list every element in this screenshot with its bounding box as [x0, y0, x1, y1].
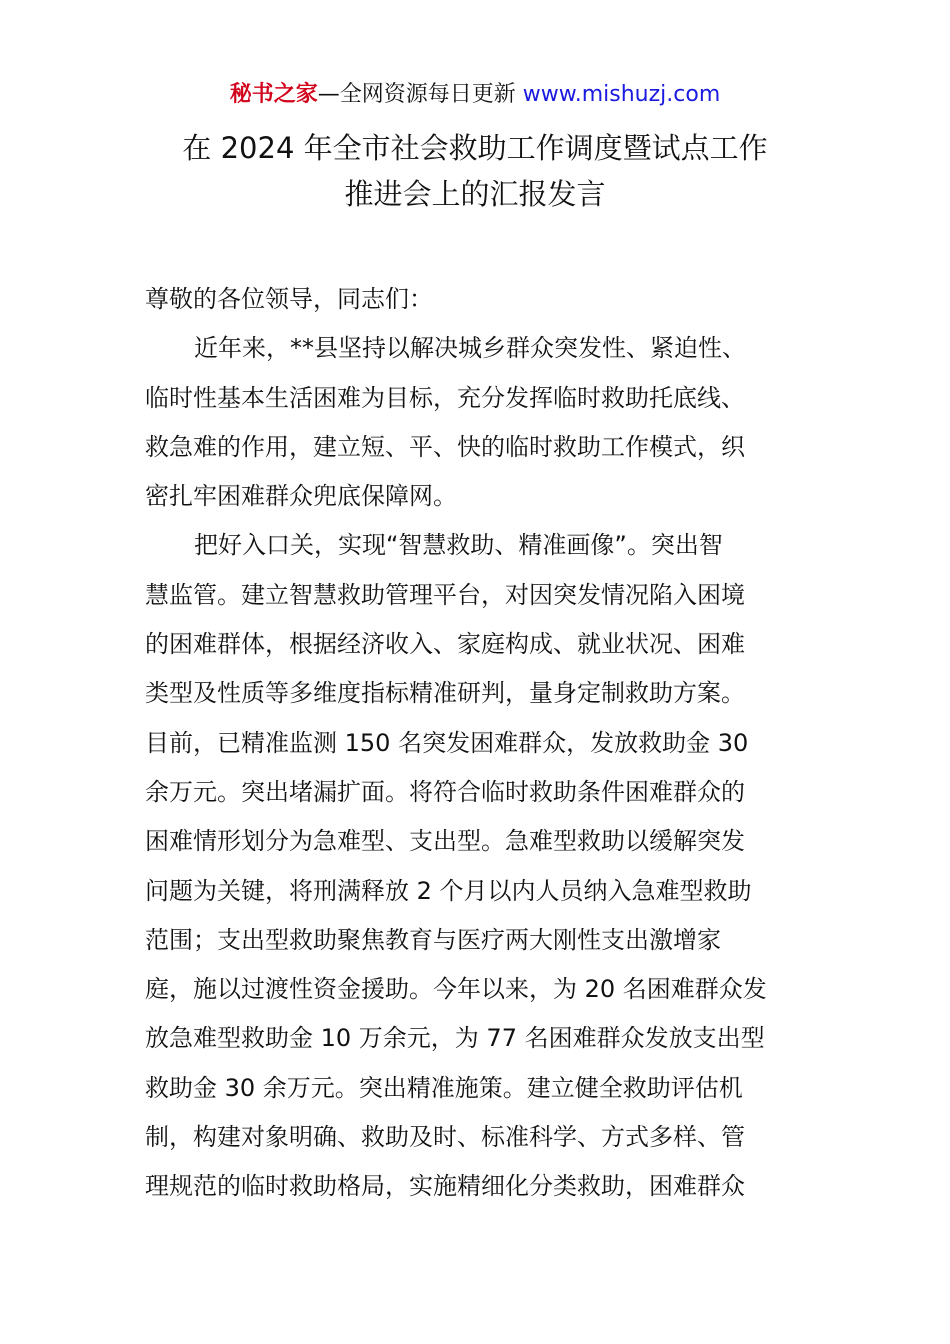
body-line: 放急难型救助金 10 万余元，为 77 名困难群众发放支出型	[145, 1024, 765, 1053]
title-line-1: 在 2024 年全市社会救助工作调度暨试点工作	[182, 131, 768, 165]
body-line: 的困难群体，根据经济收入、家庭构成、就业状况、困难	[145, 630, 745, 659]
body-line: 类型及性质等多维度指标精准研判，量身定制救助方案。	[145, 679, 745, 708]
body-line: 近年来，**县坚持以解决城乡群众突发性、紧迫性、	[194, 334, 746, 363]
body-line: 慧监管。建立智慧救助管理平台，对因突发情况陷入困境	[145, 580, 745, 609]
body-line: 困难情形划分为急难型、支出型。急难型救助以缓解突发	[145, 827, 745, 856]
body-line: 制，构建对象明确、救助及时、标准科学、方式多样、管	[145, 1123, 745, 1152]
document-body	[145, 275, 810, 1212]
body-line: 问题为关键，将刑满释放 2 个月以内人员纳入急难型救助	[145, 876, 752, 905]
document-title	[0, 125, 950, 217]
body-line: 余万元。突出堵漏扩面。将符合临时救助条件困难群众的	[145, 777, 745, 806]
body-line: 目前，已精准监测 150 名突发困难群众，发放救助金 30	[145, 728, 749, 757]
body-line: 救急难的作用，建立短、平、快的临时救助工作模式，织	[145, 432, 745, 461]
site-brand: 秘书之家	[229, 82, 318, 107]
salutation: 尊敬的各位领导，同志们：	[145, 285, 433, 313]
site-url-link[interactable]: www.mishuzj.com	[522, 82, 721, 107]
site-tagline: —全网资源每日更新	[317, 82, 523, 107]
body-line: 救助金 30 余万元。突出精准施策。建立健全救助评估机	[145, 1073, 743, 1102]
body-line: 密扎牢困难群众兜底保障网。	[145, 482, 457, 511]
body-line: 把好入口关，实现“智慧救助、精准画像”。突出智	[194, 531, 723, 560]
body-line: 理规范的临时救助格局，实施精细化分类救助，困难群众	[145, 1172, 745, 1201]
site-header	[0, 78, 950, 112]
body-line: 临时性基本生活困难为目标，充分发挥临时救助托底线、	[145, 383, 745, 412]
body-line: 庭，施以过渡性资金援助。今年以来，为 20 名困难群众发	[145, 975, 767, 1004]
body-line: 范围；支出型救助聚焦教育与医疗两大刚性支出激增家	[145, 925, 721, 954]
title-line-2: 推进会上的汇报发言	[344, 177, 606, 211]
